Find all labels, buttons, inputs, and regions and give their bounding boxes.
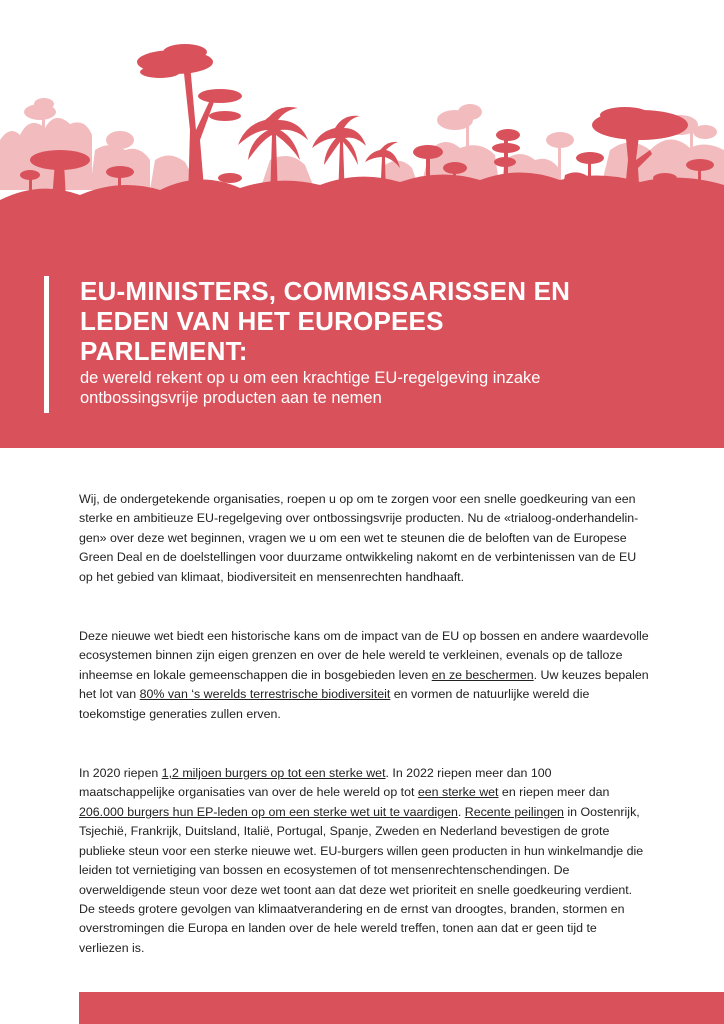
paragraph-2 bbox=[79, 627, 649, 724]
inline-link[interactable]: 206.000 burgers hun EP-leden op om een sterke wet uit te vaardigen bbox=[79, 804, 458, 819]
inline-link[interactable]: een sterke wet bbox=[417, 785, 499, 800]
paragraph-text: Deze nieuwe wet biedt een historische kans om de impact van de EU op bossen en andere waardevolle ecosystemen binnen zijn eigen grenzen en over de hele wereld te verkleinen, evenals op de talloze inheemse en lokale gemeenschappen die in bosgebieden leven bbox=[79, 629, 649, 682]
paragraph-1 bbox=[79, 490, 649, 587]
paragraph-3 bbox=[79, 764, 649, 958]
page-subtitle: de wereld rekent op u om een krachtige EU-regelgeving inzake ontbossingsvrije producten aan te nemen bbox=[80, 369, 541, 407]
paragraph-text: . bbox=[457, 804, 465, 819]
paragraph-text: Wij, de ondergetekende organisaties, roepen u op om te zorgen voor een snelle goedkeuring van een sterke en ambitieuze EU-regelgeving over ontbossingsvrije producten. Nu de «trialoog-onderhandelin-gen» over deze wet beginnen, vragen we u om een wet te steunen die de beloften van de Europese Green Deal en de doelstellingen voor duurzame ontwikkeling nakomt en de verbintenissen van de EU op het gebied van klimaat, biodiversiteit en mensenrechten handhaaft. bbox=[79, 492, 639, 584]
paragraph-text: In 2020 riepen bbox=[79, 766, 162, 781]
paragraph-text: en riepen meer dan bbox=[498, 785, 610, 800]
title-accent-bar bbox=[44, 276, 49, 413]
footer-accent-bar bbox=[79, 992, 724, 1024]
inline-link[interactable]: en ze beschermen bbox=[431, 667, 534, 682]
paragraph-text: . In 2022 riepen meer dan 100 maatschappelijke organisaties van over de hele wereld op tot bbox=[79, 766, 552, 800]
body-text bbox=[79, 490, 649, 998]
inline-link[interactable]: 1,2 miljoen burgers op tot een sterke wet bbox=[161, 766, 386, 781]
inline-link[interactable]: Recente peilingen bbox=[464, 804, 564, 819]
paragraph-text: . Uw keuzes bepalen het lot van bbox=[79, 667, 649, 702]
paragraph-text: in Oostenrijk, Tsjechië, Frankrijk, Duitsland, Italië, Portugal, Spanje, Zweden en Nederland bevestigen de grote publieke steun voor een sterke nieuwe wet. EU-burgers willen geen producten in hun winkelmandje die leiden tot vernietiging van bossen en ecosystemen of tot mensenrechtenschendingen. De overweldigende steun voor deze wet toont aan dat deze wet prioriteit en snelle goedkeuring verdient. De steeds grotere gevolgen van klimaatverandering en de ernst van droogtes, branden, stormen en overstromingen die Europa en landen over de hele wereld treffen, tonen aan dat er geen tijd te verliezen is. bbox=[79, 804, 644, 955]
paragraph-text: en vormen de natuurlijke wereld die toekomstige generaties zullen erven. bbox=[79, 687, 590, 721]
header-banner bbox=[0, 0, 724, 448]
inline-link[interactable]: 80% van ‘s werelds terrestrische biodiversiteit bbox=[139, 687, 391, 702]
title-text-group bbox=[80, 276, 700, 408]
page-title: EU-MINISTERS, COMMISSARISSEN EN LEDEN VAN HET EUROPEES PARLEMENT: bbox=[80, 276, 571, 366]
